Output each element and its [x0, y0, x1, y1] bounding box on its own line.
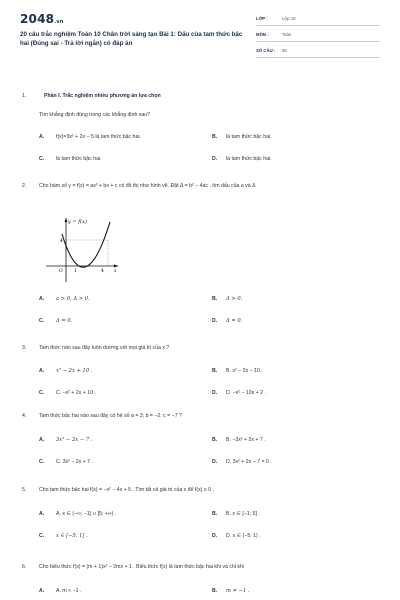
q2-option-d-letter[interactable]: D.	[212, 318, 218, 324]
q4-option-c[interactable]: C. 3x² − 2x + 7 .	[56, 459, 93, 465]
q2-prompt: Cho hàm số y = f(x) = ax² + bx + c có đồ thị như hình vẽ. Đặt Δ = b² − 4ac , tìm dấu của a và Δ	[39, 183, 256, 189]
q1-option-b[interactable]: là tam thức bậc hai.	[226, 134, 272, 140]
q6-option-b[interactable]: m ≠ −1 .	[226, 588, 250, 594]
logo-sub: .vn	[54, 19, 64, 25]
q1-option-c[interactable]: là tam thức bậc hai.	[56, 156, 102, 162]
q3-prompt: Tam thức nào sau đây luôn dương với mọi giá trị của x ?	[39, 345, 170, 351]
section-title: Phần I. Trắc nghiệm nhiều phương án lựa chọn	[44, 93, 161, 99]
graph-function-label: y = f(x)	[68, 219, 87, 225]
q1-option-d-letter[interactable]: D.	[212, 156, 218, 162]
q1-prompt: Tìm khẳng định đúng trong các khẳng định sau?	[39, 112, 151, 118]
document-title: 20 câu trắc nghiệm Toán 10 Chân trời sáng tạo Bài 1: Dấu của tam thức bậc hai (Đúng sai - Trả lời ngắn) có đáp án	[20, 31, 243, 47]
meta-value: 36	[282, 48, 287, 53]
meta-label: MÔN :	[256, 32, 269, 37]
meta-value: Toán	[282, 32, 292, 37]
q6-option-b-letter[interactable]: B.	[212, 588, 218, 594]
q5-option-d[interactable]: D. x ∈ (−5; 1) .	[226, 533, 261, 539]
section-number: 1.	[22, 93, 27, 99]
q5-option-b-letter[interactable]: B.	[212, 511, 218, 517]
q5-option-c-letter[interactable]: C.	[39, 533, 45, 539]
parabola-curve	[62, 222, 110, 267]
q2-option-c-letter[interactable]: C.	[39, 318, 45, 324]
q4-option-c-letter[interactable]: C.	[39, 459, 45, 465]
q4-option-a-letter[interactable]: A.	[39, 437, 45, 443]
q3-option-a-letter[interactable]: A.	[39, 368, 45, 374]
q6-option-a[interactable]: A. m < −1 .	[56, 588, 82, 594]
q5-option-c[interactable]: x ∈ [−5; 1] .	[56, 533, 88, 539]
graph-tick-y4: 4	[60, 239, 63, 244]
q4-option-d-letter[interactable]: D.	[212, 459, 218, 465]
q3-option-d[interactable]: D. −x² − 10x + 2 .	[226, 390, 266, 396]
q2-option-b[interactable]: Δ > 0.	[226, 296, 243, 302]
q2-option-d[interactable]: Δ = 0.	[226, 318, 243, 324]
q3-option-a[interactable]: x² − 2x + 10 .	[56, 368, 93, 374]
q5-option-a-letter[interactable]: A.	[39, 511, 45, 517]
q4-prompt: Tam thức bậc hai nào sau đây có hệ số a = 3; b = −2; c = −7 ?	[39, 413, 182, 419]
q1-option-c-letter[interactable]: C.	[39, 156, 45, 162]
x-axis-arrow	[114, 265, 118, 268]
q6-number: 6.	[22, 564, 27, 570]
q2-option-c[interactable]: Δ = 0.	[56, 318, 73, 324]
q4-option-d[interactable]: D. 3x² + 2x − 7 = 0 .	[226, 459, 272, 465]
q5-option-a[interactable]: A. x ∈ (−∞; −1] ∪ [5; +∞) .	[56, 511, 117, 517]
logo-main: 2048	[20, 12, 55, 26]
meta-label: LỚP :	[256, 16, 268, 21]
q2-number: 2.	[22, 183, 27, 189]
q2-option-a[interactable]: a > 0, Δ > 0.	[56, 296, 90, 302]
q1-option-a-letter[interactable]: A.	[39, 134, 45, 140]
graph-tick-x4: 4	[101, 269, 104, 274]
q3-option-b[interactable]: B. x² − 2x − 10 .	[226, 368, 263, 374]
q5-prompt: Cho tam thức bậc hai f(x) = −x² − 4x + 5 . Tìm tất cả giá trị của x để f(x) ≥ 0 .	[39, 487, 214, 493]
q4-option-b-letter[interactable]: B.	[212, 437, 218, 443]
q5-option-b[interactable]: B. x ∈ [−1; 5] .	[226, 511, 260, 517]
q1-option-b-letter[interactable]: B.	[212, 134, 218, 140]
q5-number: 5.	[22, 487, 27, 493]
q6-option-a-letter[interactable]: A.	[39, 588, 45, 594]
q3-number: 3.	[22, 345, 27, 351]
q3-option-d-letter[interactable]: D.	[212, 390, 218, 396]
graph-x-label: x	[114, 269, 117, 274]
q5-option-d-letter[interactable]: D.	[212, 533, 218, 539]
q1-option-d[interactable]: là tam thức bậc hai.	[226, 156, 272, 162]
graph-origin-label: O	[59, 269, 63, 274]
q4-number: 4.	[22, 413, 27, 419]
q3-option-c[interactable]: C. −x² + 2x + 10 .	[56, 390, 96, 396]
meta-label: SỐ CÂU :	[256, 48, 276, 53]
q4-option-a[interactable]: 3x² − 2x − 7 .	[56, 437, 93, 443]
meta-value: Lớp 10	[282, 16, 296, 21]
q2-option-b-letter[interactable]: B.	[212, 296, 218, 302]
q2-option-a-letter[interactable]: A.	[39, 296, 45, 302]
q4-option-b[interactable]: B. −3x² + 2x + 7 .	[226, 437, 266, 443]
parabola-graph	[44, 214, 120, 284]
q6-prompt: Cho biểu thức f(x) = (m + 1)x² − 2mx + 1 . Biểu thức f(x) là tam thức bậc hai khi và chỉ khi	[39, 564, 245, 570]
q3-option-c-letter[interactable]: C.	[39, 390, 45, 396]
graph-tick-1: 1	[74, 269, 77, 274]
q3-option-b-letter[interactable]: B.	[212, 368, 218, 374]
q1-option-a[interactable]: f(x)=3x² + 2x − 5 là tam thức bậc hai.	[56, 134, 141, 140]
